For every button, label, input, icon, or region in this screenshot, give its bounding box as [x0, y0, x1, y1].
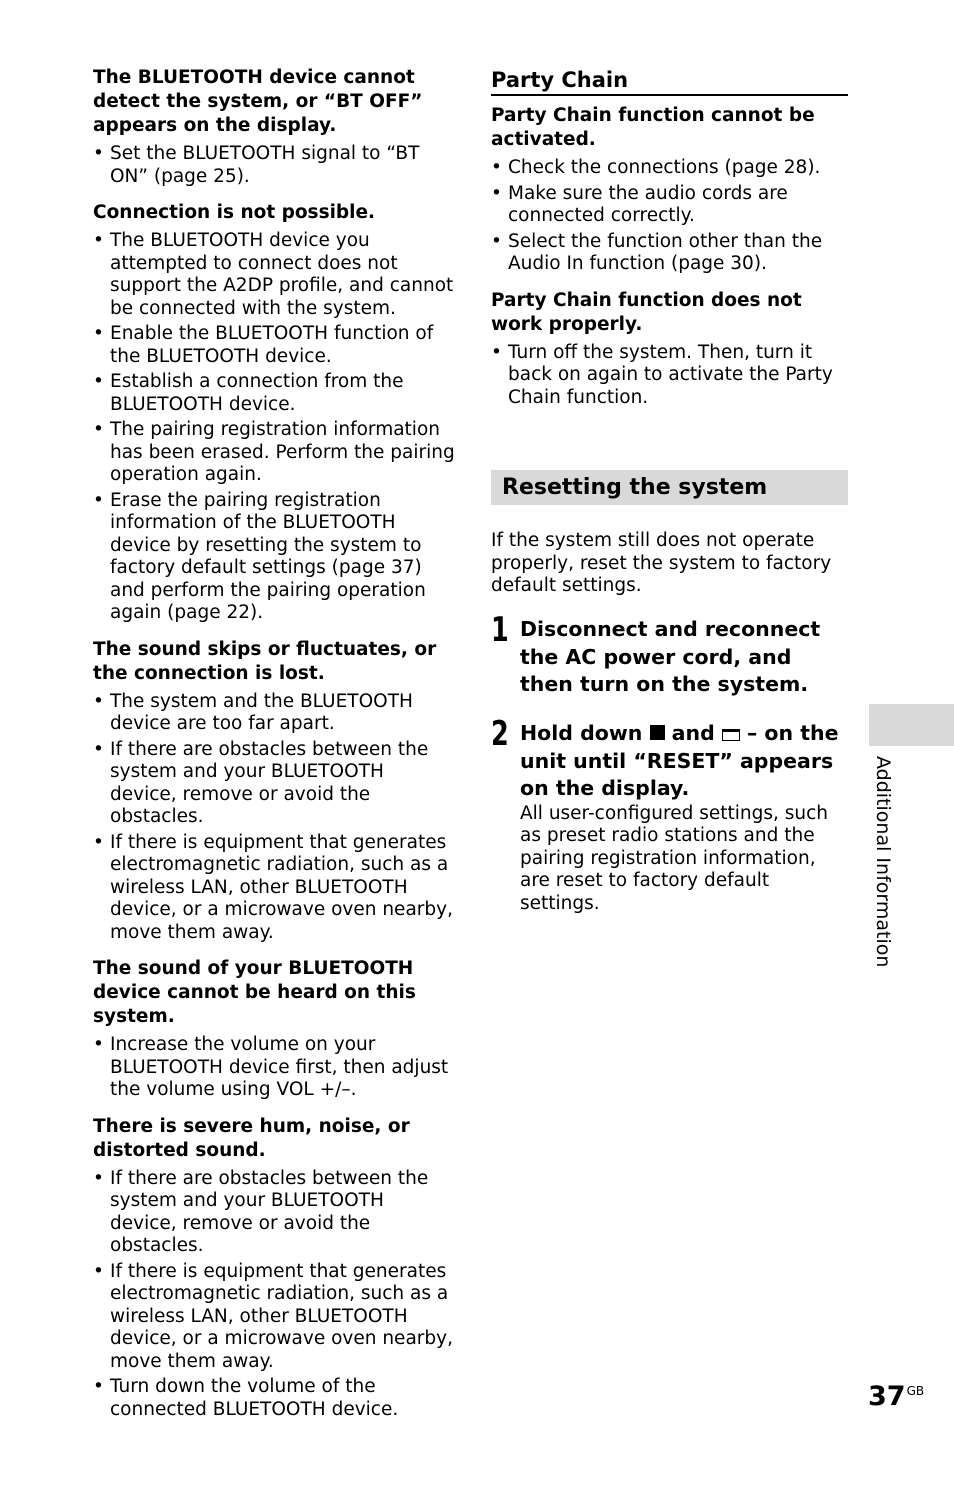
bullet-list — [93, 143, 455, 188]
step-note: All user-configured settings, such as preset radio stations and the pairing registration information, are reset to factory default settings. — [520, 802, 828, 914]
bullet-item: • The pairing registration information has been erased. Perform the pairing operation again. — [93, 419, 455, 487]
bullet-item: • If there are obstacles between the system and your BLUETOOTH device, remove or avoid the obstacles. — [93, 739, 455, 829]
question-heading: Connection is not possible. — [93, 202, 376, 223]
question-heading: Party Chain function does not work properly. — [491, 289, 802, 335]
troubleshoot-section — [93, 957, 455, 1102]
question-heading: Party Chain function cannot be activated. — [491, 105, 815, 150]
step-1 — [491, 610, 848, 699]
bullet-item: • Make sure the audio cords are connected correctly. — [491, 183, 848, 228]
troubleshoot-section — [93, 66, 455, 188]
bullet-item: • The BLUETOOTH device you attempted to connect does not support the A2DP profile, and cannot be connected with the system. — [93, 230, 455, 320]
bullet-list — [93, 1168, 455, 1422]
bullet-list — [93, 1034, 455, 1102]
section-title-resetting: Resetting the system — [491, 470, 848, 505]
side-tab-marker — [869, 704, 954, 746]
reset-intro: If the system still does not operate properly, reset the system to factory default settings. — [491, 530, 832, 596]
step-text-part: – on the unit until “RESET” appears on the display. — [520, 721, 839, 800]
troubleshoot-section — [93, 201, 455, 625]
stop-square-icon — [650, 725, 665, 740]
question-heading: There is severe hum, noise, or distorted sound. — [93, 1115, 410, 1161]
question-heading: The BLUETOOTH device cannot detect the system, or “BT OFF” appears on the display. — [93, 67, 423, 136]
bullet-item: • If there is equipment that generates electromagnetic radiation, such as a wireless LAN, other BLUETOOTH device, or a microwave oven nearby, move them away. — [93, 832, 455, 945]
bullet-item: • Erase the pairing registration information of the BLUETOOTH device by resetting the system to factory default settings (page 37) and perform the pairing operation again (page 22). — [93, 490, 455, 625]
bullet-item: • Turn off the system. Then, turn it back on again to activate the Party Chain function. — [491, 342, 848, 410]
troubleshoot-section — [93, 638, 455, 945]
bullet-item: • Establish a connection from the BLUETOOTH device. — [93, 371, 455, 416]
bullet-item: • Turn down the volume of the connected BLUETOOTH device. — [93, 1376, 455, 1421]
step-text-part: and — [671, 721, 715, 745]
step-text — [520, 720, 848, 803]
bullet-list — [491, 342, 848, 410]
question-heading: The sound skips or fluctuates, or the connection is lost. — [93, 638, 437, 684]
step-text-part: Hold down — [520, 721, 643, 745]
page-suffix: GB — [906, 1384, 925, 1398]
troubleshoot-section — [491, 104, 848, 276]
folder-icon — [722, 729, 740, 741]
bullet-item: • If there are obstacles between the system and your BLUETOOTH device, remove or avoid the obstacles. — [93, 1168, 455, 1258]
bullet-item: • Select the function other than the Audio In function (page 30). — [491, 231, 848, 276]
bullet-item: • If there is equipment that generates electromagnetic radiation, such as a wireless LAN, other BLUETOOTH device, or a microwave oven nearby, move them away. — [93, 1261, 455, 1374]
page-number — [868, 1381, 924, 1412]
troubleshoot-section — [93, 1115, 455, 1422]
step-text: Disconnect and reconnect the AC power cord, and then turn on the system. — [520, 617, 821, 696]
step-number: 1 — [491, 610, 509, 650]
bullet-list — [491, 157, 848, 276]
bullet-item: • Enable the BLUETOOTH function of the BLUETOOTH device. — [93, 323, 455, 368]
bullet-list — [93, 691, 455, 945]
bullet-list — [93, 230, 455, 625]
bullet-item: • The system and the BLUETOOTH device are too far apart. — [93, 691, 455, 736]
bullet-item: • Check the connections (page 28). — [491, 157, 848, 180]
bullet-item: • Increase the volume on your BLUETOOTH device first, then adjust the volume using VOL +/–. — [93, 1034, 455, 1102]
right-column — [491, 66, 848, 422]
troubleshoot-section — [491, 289, 848, 410]
step-2 — [491, 714, 848, 915]
step-number: 2 — [491, 714, 509, 754]
left-column — [93, 66, 455, 1434]
side-tab-label: Additional Information — [872, 756, 894, 968]
page-number-value: 37 — [868, 1381, 906, 1412]
section-title-party-chain: Party Chain — [491, 66, 848, 96]
question-heading: The sound of your BLUETOOTH device cannot be heard on this system. — [93, 958, 416, 1027]
bullet-item: • Set the BLUETOOTH signal to “BT ON” (page 25). — [93, 143, 455, 188]
